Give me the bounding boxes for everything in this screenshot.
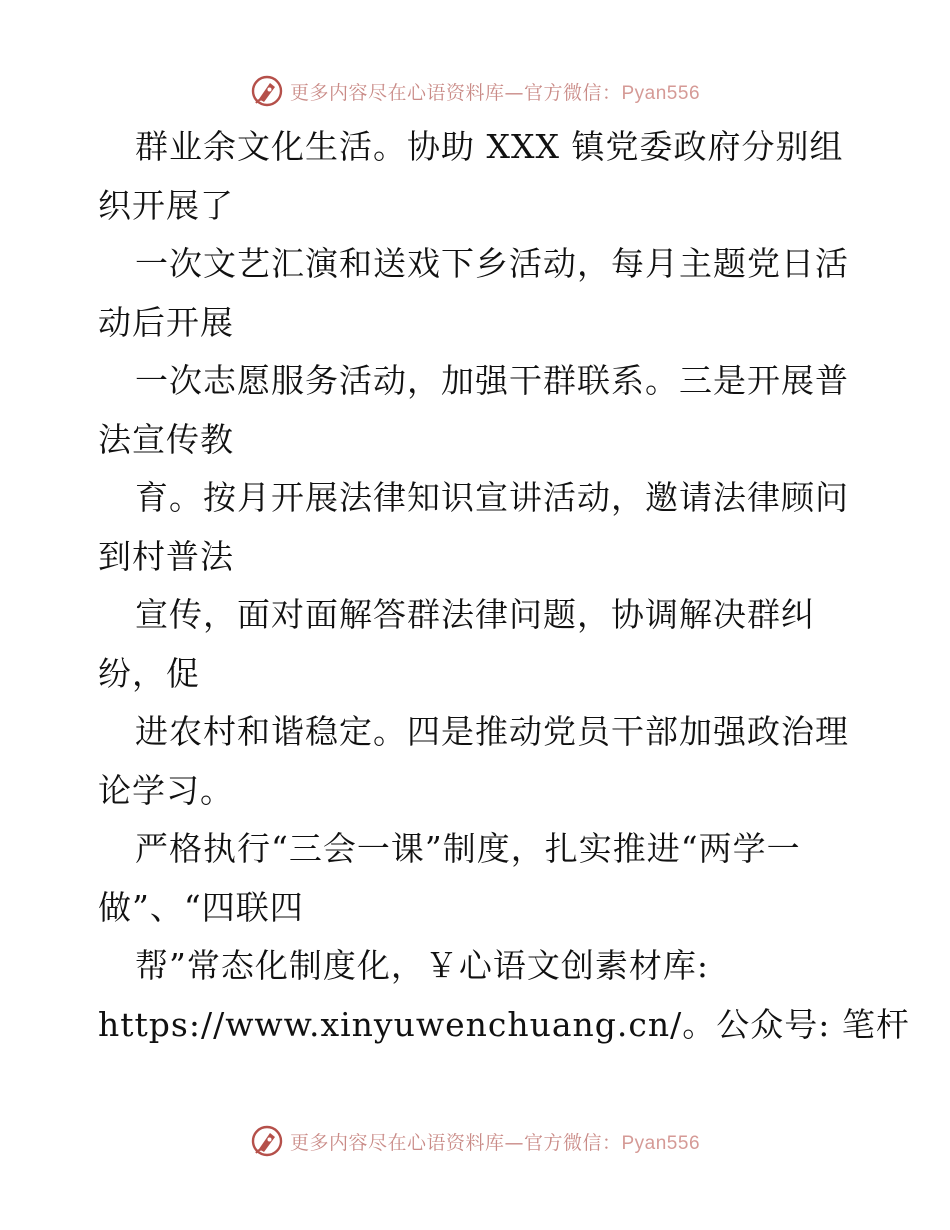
body-line: 育。按月开展法律知识宣讲活动，邀请法律顾问 <box>135 478 849 517</box>
header-watermark <box>0 71 950 111</box>
watermark-dash: — <box>504 1131 524 1154</box>
watermark-text: 更多内容尽在心语资料库 <box>289 1131 505 1154</box>
watermark-dash: — <box>504 81 524 104</box>
body-line: 法宣传教 <box>98 419 234 459</box>
body-line: 帮”常态化制度化，￥心语文创素材库: <box>135 946 709 985</box>
body-line: 群业余文化生活。协助 XXX 镇党委政府分别组 <box>135 127 844 166</box>
body-line: 论学习。 <box>98 770 234 810</box>
body-line: 进农村和谐稳定。四是推动党员干部加强政治理 <box>135 712 849 751</box>
body-line: 做”、“四联四 <box>98 887 304 927</box>
body-line: 纷，促 <box>98 653 200 693</box>
watermark-wechat-label: 官方微信： <box>523 81 622 104</box>
pen-nib-logo-icon <box>250 74 284 108</box>
body-line: 宣传，面对面解答群法律问题，协调解决群纠 <box>135 595 815 634</box>
pen-nib-logo-icon <box>250 1124 284 1158</box>
watermark-text: 更多内容尽在心语资料库 <box>289 81 505 104</box>
body-line: 严格执行“三会一课”制度，扎实推进“两学一 <box>135 829 801 868</box>
watermark-wechat-id: Pyan556 <box>621 82 701 104</box>
watermark-wechat-id: Pyan556 <box>621 1132 701 1154</box>
body-line: https://www.xinyuwenchuang.cn/。公众号: 笔杆 <box>98 1004 910 1044</box>
body-line: 一次文艺汇演和送戏下乡活动，每月主题党日活 <box>135 244 849 283</box>
body-line: 一次志愿服务活动，加强干群联系。三是开展普 <box>135 361 849 400</box>
body-line: 到村普法 <box>98 536 234 576</box>
watermark-wechat-label: 官方微信： <box>523 1131 622 1154</box>
body-line: 织开展了 <box>98 185 234 225</box>
document-body <box>98 118 910 1054</box>
footer-watermark <box>0 1121 950 1161</box>
body-line: 动后开展 <box>98 302 234 342</box>
